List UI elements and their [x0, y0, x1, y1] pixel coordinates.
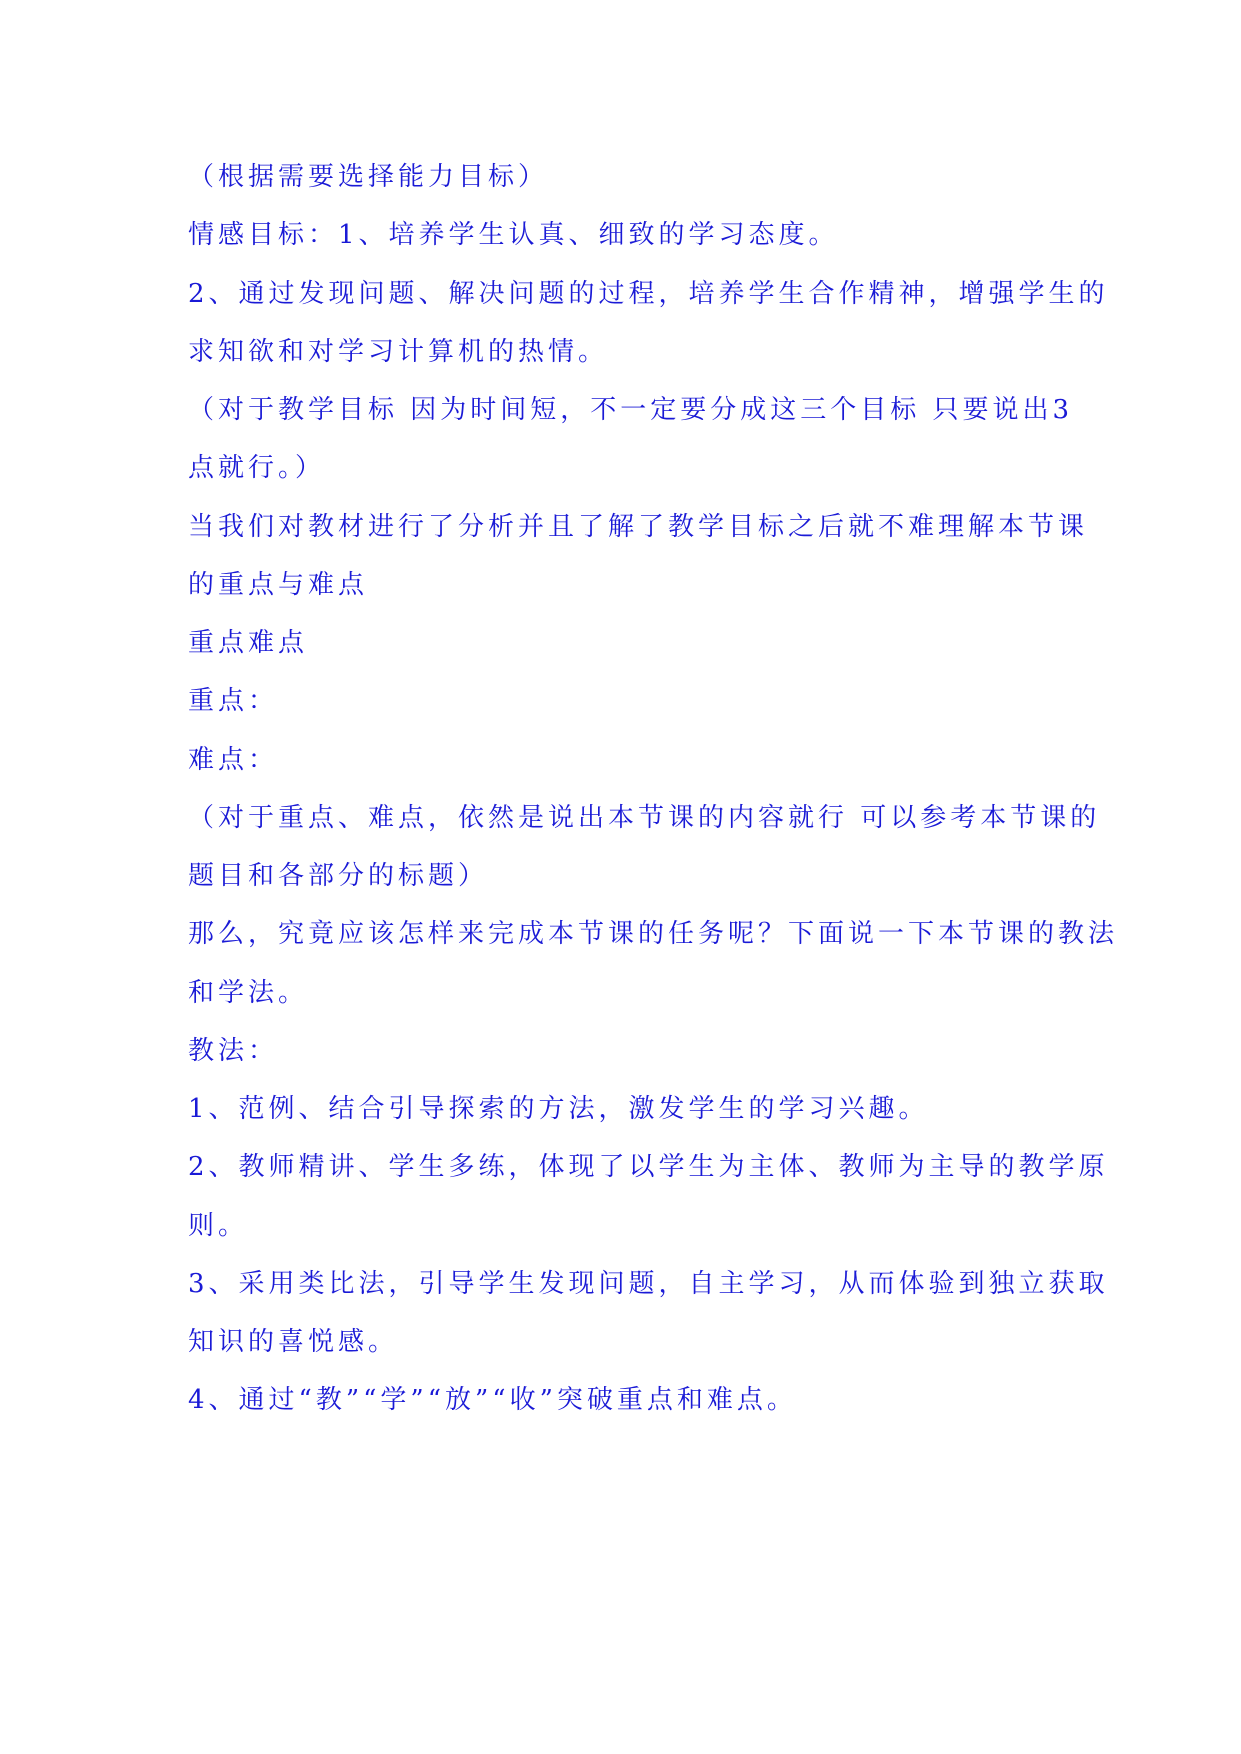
section-heading: 教法：: [188, 1036, 279, 1066]
text-line: 求知欲和对学习计算机的热情。: [188, 337, 609, 367]
text-line: 和学法。: [188, 978, 309, 1008]
text-line: （对于教学目标 因为时间短，不一定要分成这三个目标 只要说出3: [188, 395, 1074, 425]
text-line: 则。: [188, 1211, 249, 1241]
text-line: 当我们对教材进行了分析并且了解了教学目标之后就不难理解本节课: [188, 512, 1089, 542]
text-line: 情感目标：1、培养学生认真、细致的学习态度。: [188, 220, 839, 250]
text-line: （根据需要选择能力目标）: [188, 162, 549, 192]
text-line: 知识的喜悦感。: [188, 1327, 399, 1357]
text-line: 重点：: [188, 686, 279, 716]
section-heading: 重点难点: [188, 628, 309, 658]
text-line: （对于重点、难点，依然是说出本节课的内容就行 可以参考本节课的: [188, 803, 1101, 833]
list-item: 2、教师精讲、学生多练，体现了以学生为主体、教师为主导的教学原: [188, 1152, 1109, 1182]
text-line: 那么，究竟应该怎样来完成本节课的任务呢？下面说一下本节课的教法: [188, 919, 1119, 949]
text-line: 题目和各部分的标题）: [188, 861, 489, 891]
text-line: 2、通过发现问题、解决问题的过程，培养学生合作精神，增强学生的: [188, 279, 1109, 309]
text-line: 难点：: [188, 745, 279, 775]
text-line: 点就行。）: [188, 453, 326, 483]
text-line: 的重点与难点: [188, 570, 369, 600]
list-item: 4、通过“教”“学”“放”“收”突破重点和难点。: [188, 1385, 797, 1415]
list-item: 3、采用类比法，引导学生发现问题，自主学习，从而体验到独立获取: [188, 1269, 1109, 1299]
list-item: 1、范例、结合引导探索的方法，激发学生的学习兴趣。: [188, 1094, 929, 1124]
